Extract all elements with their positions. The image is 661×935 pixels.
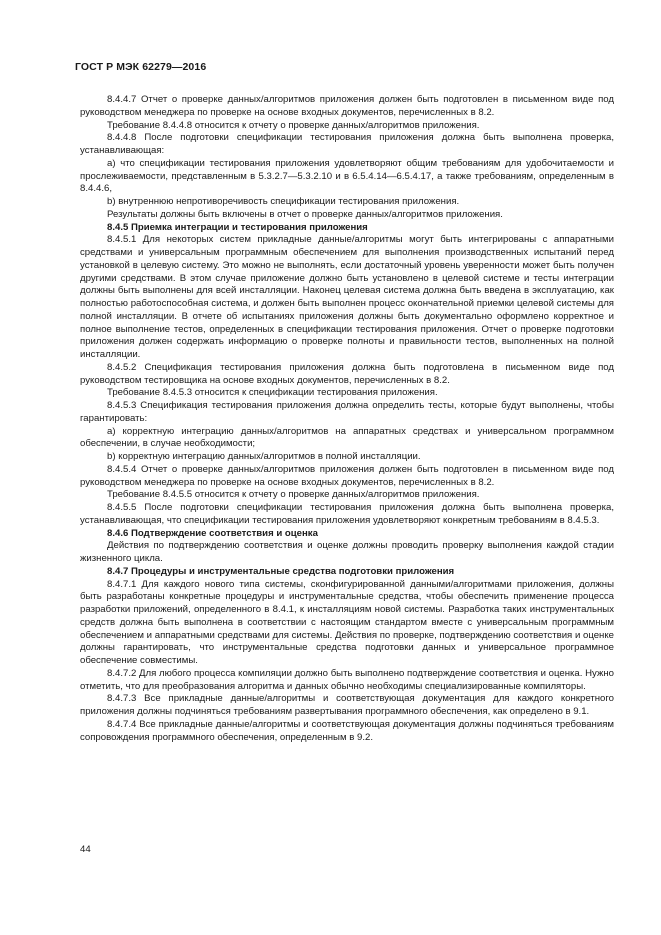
paragraph: Требование 8.4.5.5 относится к отчету о проверке данных/алгоритмов приложения. [107,489,480,501]
paragraph: 8.4.5.4 Отчет о проверке данных/алгоритмов приложения должен быть подготовлен в письменном виде под руководством менеджера по проверке на основе входных документов, перечисленных в 8.2. [80,463,614,488]
paragraph: 8.4.4.7 Отчет о проверке данных/алгоритмов приложения должен быть подготовлен в письменном виде под руководством менеджера по проверке на основе входных документов, перечисленных в 8.2. [80,94,614,118]
list-item: а) что спецификации тестирования приложения удовлетворяют общим требованиям для удобочитаемости и прослеживаемости, представленным в 5.3.2.7—5.3.2.10 и в 6.5.4.14—6.5.4.17, а также требованиям, определенным в 8.4.4.6, [80,157,614,195]
paragraph: 8.4.7.2 Для любого процесса компиляции должно быть выполнено подтверждение соответствия и оценка. Нужно отметить, что для преобразования алгоритма и данных обычно необходимы специализированные компиляторы. [80,667,614,692]
list-item: b) внутреннюю непротиворечивость спецификации тестирования приложения. [107,196,460,207]
paragraph: 8.4.4.8 После подготовки спецификации тестирования приложения должна быть выполнена проверка, устанавливающая: [80,132,614,156]
section-heading: 8.4.5 Приемка интеграции и тестирования приложения [107,221,368,233]
section-heading: 8.4.6 Подтверждение соответствия и оценка [107,527,318,539]
paragraph: 8.4.5.5 После подготовки спецификации тестирования приложения должна быть выполнена проверка, устанавливающая, что спецификации тестирования приложения удовлетворяют конкретным требованиям в 8.4.5.3. [80,502,614,526]
paragraph: Требование 8.4.5.3 относится к спецификации тестирования приложения. [107,387,438,399]
paragraph: 8.4.5.3 Спецификация тестирования приложения должна определить тесты, которые будут выполнены, чтобы гарантировать: [80,400,614,424]
list-item: а) корректную интеграцию данных/алгоритмов на аппаратных средствах и универсальном программном обеспечении, в случае необходимости; [80,425,614,450]
paragraph: 8.4.7.3 Все прикладные данные/алгоритмы и соответствующая документация для каждого конкретного приложения должны подчиняться требованиям развертывания программного обеспечения, как определено в 9.1. [80,693,614,717]
paragraph: 8.4.5.2 Спецификация тестирования приложения должна быть подготовлена в письменном виде под руководством тестировщика на основе входных документов, перечисленных в 8.2. [80,361,614,386]
paragraph: Требование 8.4.4.8 относится к отчету о проверке данных/алгоритмов приложения. [107,119,480,131]
document-body [80,94,614,744]
document-header: ГОСТ Р МЭК 62279—2016 [75,61,207,73]
page-number: 44 [80,844,91,855]
section-heading: 8.4.7 Процедуры и инструментальные средства подготовки приложения [107,565,455,577]
paragraph: 8.4.7.4 Все прикладные данные/алгоритмы и соответствующая документация должны подчиняться требованиям сопровождения программного обеспечения, определенным в 9.2. [80,718,614,743]
list-item: b) корректную интеграцию данных/алгоритмов в полной инсталляции. [107,451,421,462]
paragraph: 8.4.7.1 Для каждого нового типа системы, сконфигурированной данными/алгоритмами приложения, должны быть разработаны конкретные процедуры и инструментальные средства, чтобы обеспечить применение процесса разработки приложений, определенного в 8.4.1, к инсталляциям новой системы. Разработка таких инструментальных средств должна быть выполнена в соответствии с настоящим стандартом вместе с универсальным программным обеспечением и аппаратными средствами для системы. Действия по проверке, подтверждению соответствия и оценке должны гарантировать, что инструментальные средства подготовки данных и универсальное программное обеспечение совместимы. [80,578,614,666]
paragraph: Действия по подтверждению соответствия и оценке должны проводить проверку выполнения каждой стадии жизненного цикла. [80,540,614,564]
paragraph: Результаты должны быть включены в отчет о проверке данных/алгоритмов приложения. [107,208,503,220]
paragraph: 8.4.5.1 Для некоторых систем прикладные данные/алгоритмы могут быть интегрированы с аппаратными средствами и универсальным программным обеспечением для выполнения производственных испытаний перед установкой в целевую систему. Это можно не выполнять, если достаточный уровень уверенности может быть получен другими средствами. В этом случае приложение должно быть установлено в целевой системе и тесты интеграции должны быть выполнены для всей инсталляции. Наконец целевая система должна быть введена в эксплуатацию, как полностью работоспособная система, и должен быть выполнен процесс окончательной приемки целевой системы для полной инсталляции. В отчете об испытаниях приложения должны быть документально оформлено корректное и полное выполнение тестов, определенных в спецификации тестирования приложения. Отчет о проверке подготовки приложения должен содержать информацию о проверке полноты и правильности тестов, выполненных на полной инсталляции. [80,234,614,360]
